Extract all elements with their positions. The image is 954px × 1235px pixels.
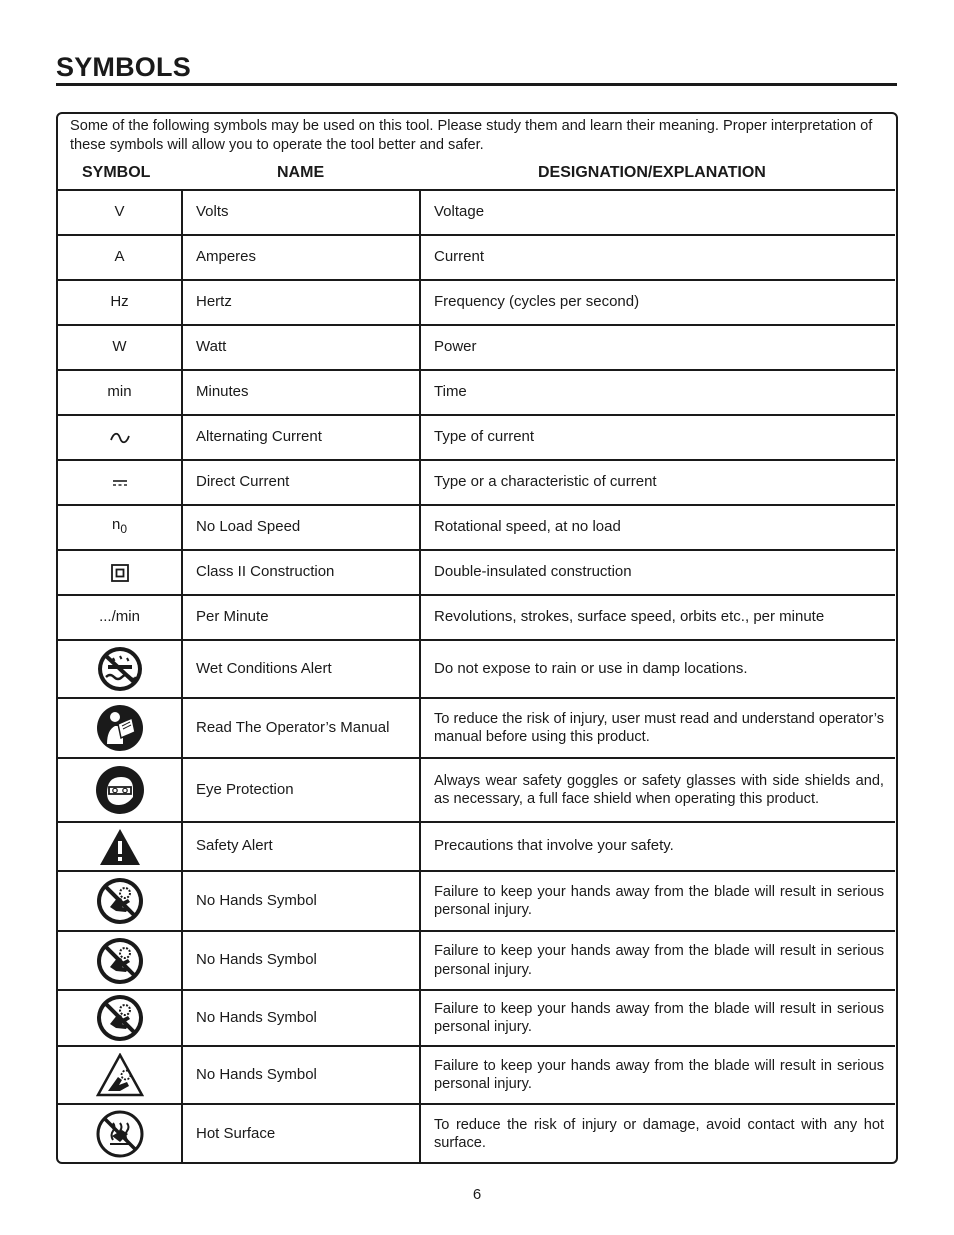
table-row	[58, 595, 895, 640]
no-hands-icon	[58, 994, 181, 1042]
wet-conditions-alert-icon	[58, 645, 181, 693]
table-row	[58, 280, 895, 325]
table-row	[58, 871, 895, 931]
explanation-cell: Frequency (cycles per second)	[420, 280, 895, 325]
eye-protection-icon	[58, 765, 181, 815]
table-row	[58, 1046, 895, 1104]
intro-text: Some of the following symbols may be used on this tool. Please study them and learn their meaning. Proper interpretation of these symbols will allow you to operate the tool better and safer.	[70, 118, 873, 153]
name-cell: Eye Protection	[182, 758, 420, 822]
explanation-cell: Failure to keep your hands away from the blade will result in serious personal injury.	[420, 871, 895, 931]
explanation-cell: Type of current	[420, 415, 895, 460]
symbol-cell	[58, 640, 182, 698]
explanation-cell: Failure to keep your hands away from the blade will result in serious personal injury.	[420, 1046, 895, 1104]
symbol-cell	[58, 190, 182, 235]
alternating-current-icon	[58, 431, 181, 445]
symbol-cell	[58, 931, 182, 990]
explanation-cell: Voltage	[420, 190, 895, 235]
no-hands-triangle-icon	[58, 1053, 181, 1097]
table-row	[58, 990, 895, 1046]
explanation-cell: Type or a characteristic of current	[420, 460, 895, 505]
explanation-cell: Time	[420, 370, 895, 415]
table-row	[58, 460, 895, 505]
symbol-text: $n_0$	[111, 516, 128, 537]
name-cell: Alternating Current	[182, 415, 420, 460]
table-row	[58, 758, 895, 822]
symbol-cell	[58, 1104, 182, 1163]
title-rule	[56, 83, 897, 86]
name-cell: Wet Conditions Alert	[182, 640, 420, 698]
table-row	[58, 190, 895, 235]
symbol-text: V	[114, 203, 125, 221]
header-symbol: SYMBOL	[82, 164, 151, 181]
symbols-table	[58, 189, 895, 1163]
symbol-text: Hz	[110, 293, 129, 311]
page-number: 6	[472, 1186, 482, 1203]
name-cell: Safety Alert	[182, 822, 420, 871]
name-cell: No Load Speed	[182, 505, 420, 550]
symbol-cell	[58, 595, 182, 640]
header-name: NAME	[277, 164, 325, 181]
symbol-cell	[58, 280, 182, 325]
explanation-cell: To reduce the risk of injury or damage, avoid contact with any hot surface.	[420, 1104, 895, 1163]
name-cell: Class II Construction	[182, 550, 420, 595]
name-cell: No Hands Symbol	[182, 931, 420, 990]
explanation-cell: Rotational speed, at no load	[420, 505, 895, 550]
page-title: SYMBOLS	[56, 52, 191, 82]
table-row	[58, 931, 895, 990]
table-row	[58, 370, 895, 415]
symbol-text: A	[114, 248, 125, 266]
table-row	[58, 822, 895, 871]
explanation-cell: Always wear safety goggles or safety glasses with side shields and, as necessary, a full face shield when operating this product.	[420, 758, 895, 822]
safety-alert-icon	[58, 828, 181, 866]
explanation-cell: Failure to keep your hands away from the blade will result in serious personal injury.	[420, 990, 895, 1046]
name-cell: Volts	[182, 190, 420, 235]
explanation-cell: Failure to keep your hands away from the blade will result in serious personal injury.	[420, 931, 895, 990]
name-cell: Watt	[182, 325, 420, 370]
header-explanation: DESIGNATION/EXPLANATION	[538, 164, 766, 181]
table-row	[58, 235, 895, 280]
name-cell: Per Minute	[182, 595, 420, 640]
direct-current-icon	[58, 478, 181, 488]
name-cell: No Hands Symbol	[182, 990, 420, 1046]
symbol-cell	[58, 505, 182, 550]
explanation-cell: Double-insulated construction	[420, 550, 895, 595]
class-ii-construction-icon	[58, 564, 181, 582]
name-cell: Hot Surface	[182, 1104, 420, 1163]
symbol-text: .../min	[99, 608, 140, 626]
symbol-cell	[58, 1046, 182, 1104]
symbol-cell	[58, 235, 182, 280]
symbol-cell	[58, 990, 182, 1046]
name-cell: Read The Operator’s Manual	[182, 698, 420, 758]
explanation-cell: Current	[420, 235, 895, 280]
hot-surface-icon	[58, 1110, 181, 1158]
name-cell: Amperes	[182, 235, 420, 280]
explanation-cell: Do not expose to rain or use in damp locations.	[420, 640, 895, 698]
name-cell: Minutes	[182, 370, 420, 415]
symbol-cell	[58, 460, 182, 505]
symbol-cell	[58, 325, 182, 370]
symbol-cell	[58, 550, 182, 595]
explanation-cell: Revolutions, strokes, surface speed, orbits etc., per minute	[420, 595, 895, 640]
explanation-cell: Precautions that involve your safety.	[420, 822, 895, 871]
symbol-cell	[58, 871, 182, 931]
table-row	[58, 550, 895, 595]
read-manual-icon	[58, 704, 181, 752]
symbol-cell	[58, 698, 182, 758]
table-row	[58, 325, 895, 370]
no-hands-icon	[58, 877, 181, 925]
symbol-text: W	[112, 338, 127, 356]
name-cell: No Hands Symbol	[182, 871, 420, 931]
symbol-cell	[58, 758, 182, 822]
symbol-cell	[58, 370, 182, 415]
table-row	[58, 1104, 895, 1163]
symbol-cell	[58, 415, 182, 460]
explanation-cell: To reduce the risk of injury, user must read and understand operator’s manual before using this product.	[420, 698, 895, 758]
name-cell: Direct Current	[182, 460, 420, 505]
explanation-cell: Power	[420, 325, 895, 370]
no-hands-icon	[58, 937, 181, 985]
table-row	[58, 640, 895, 698]
table-row	[58, 415, 895, 460]
table-row	[58, 698, 895, 758]
name-cell: No Hands Symbol	[182, 1046, 420, 1104]
table-row	[58, 505, 895, 550]
symbol-cell	[58, 822, 182, 871]
name-cell: Hertz	[182, 280, 420, 325]
symbol-text: min	[107, 383, 132, 401]
